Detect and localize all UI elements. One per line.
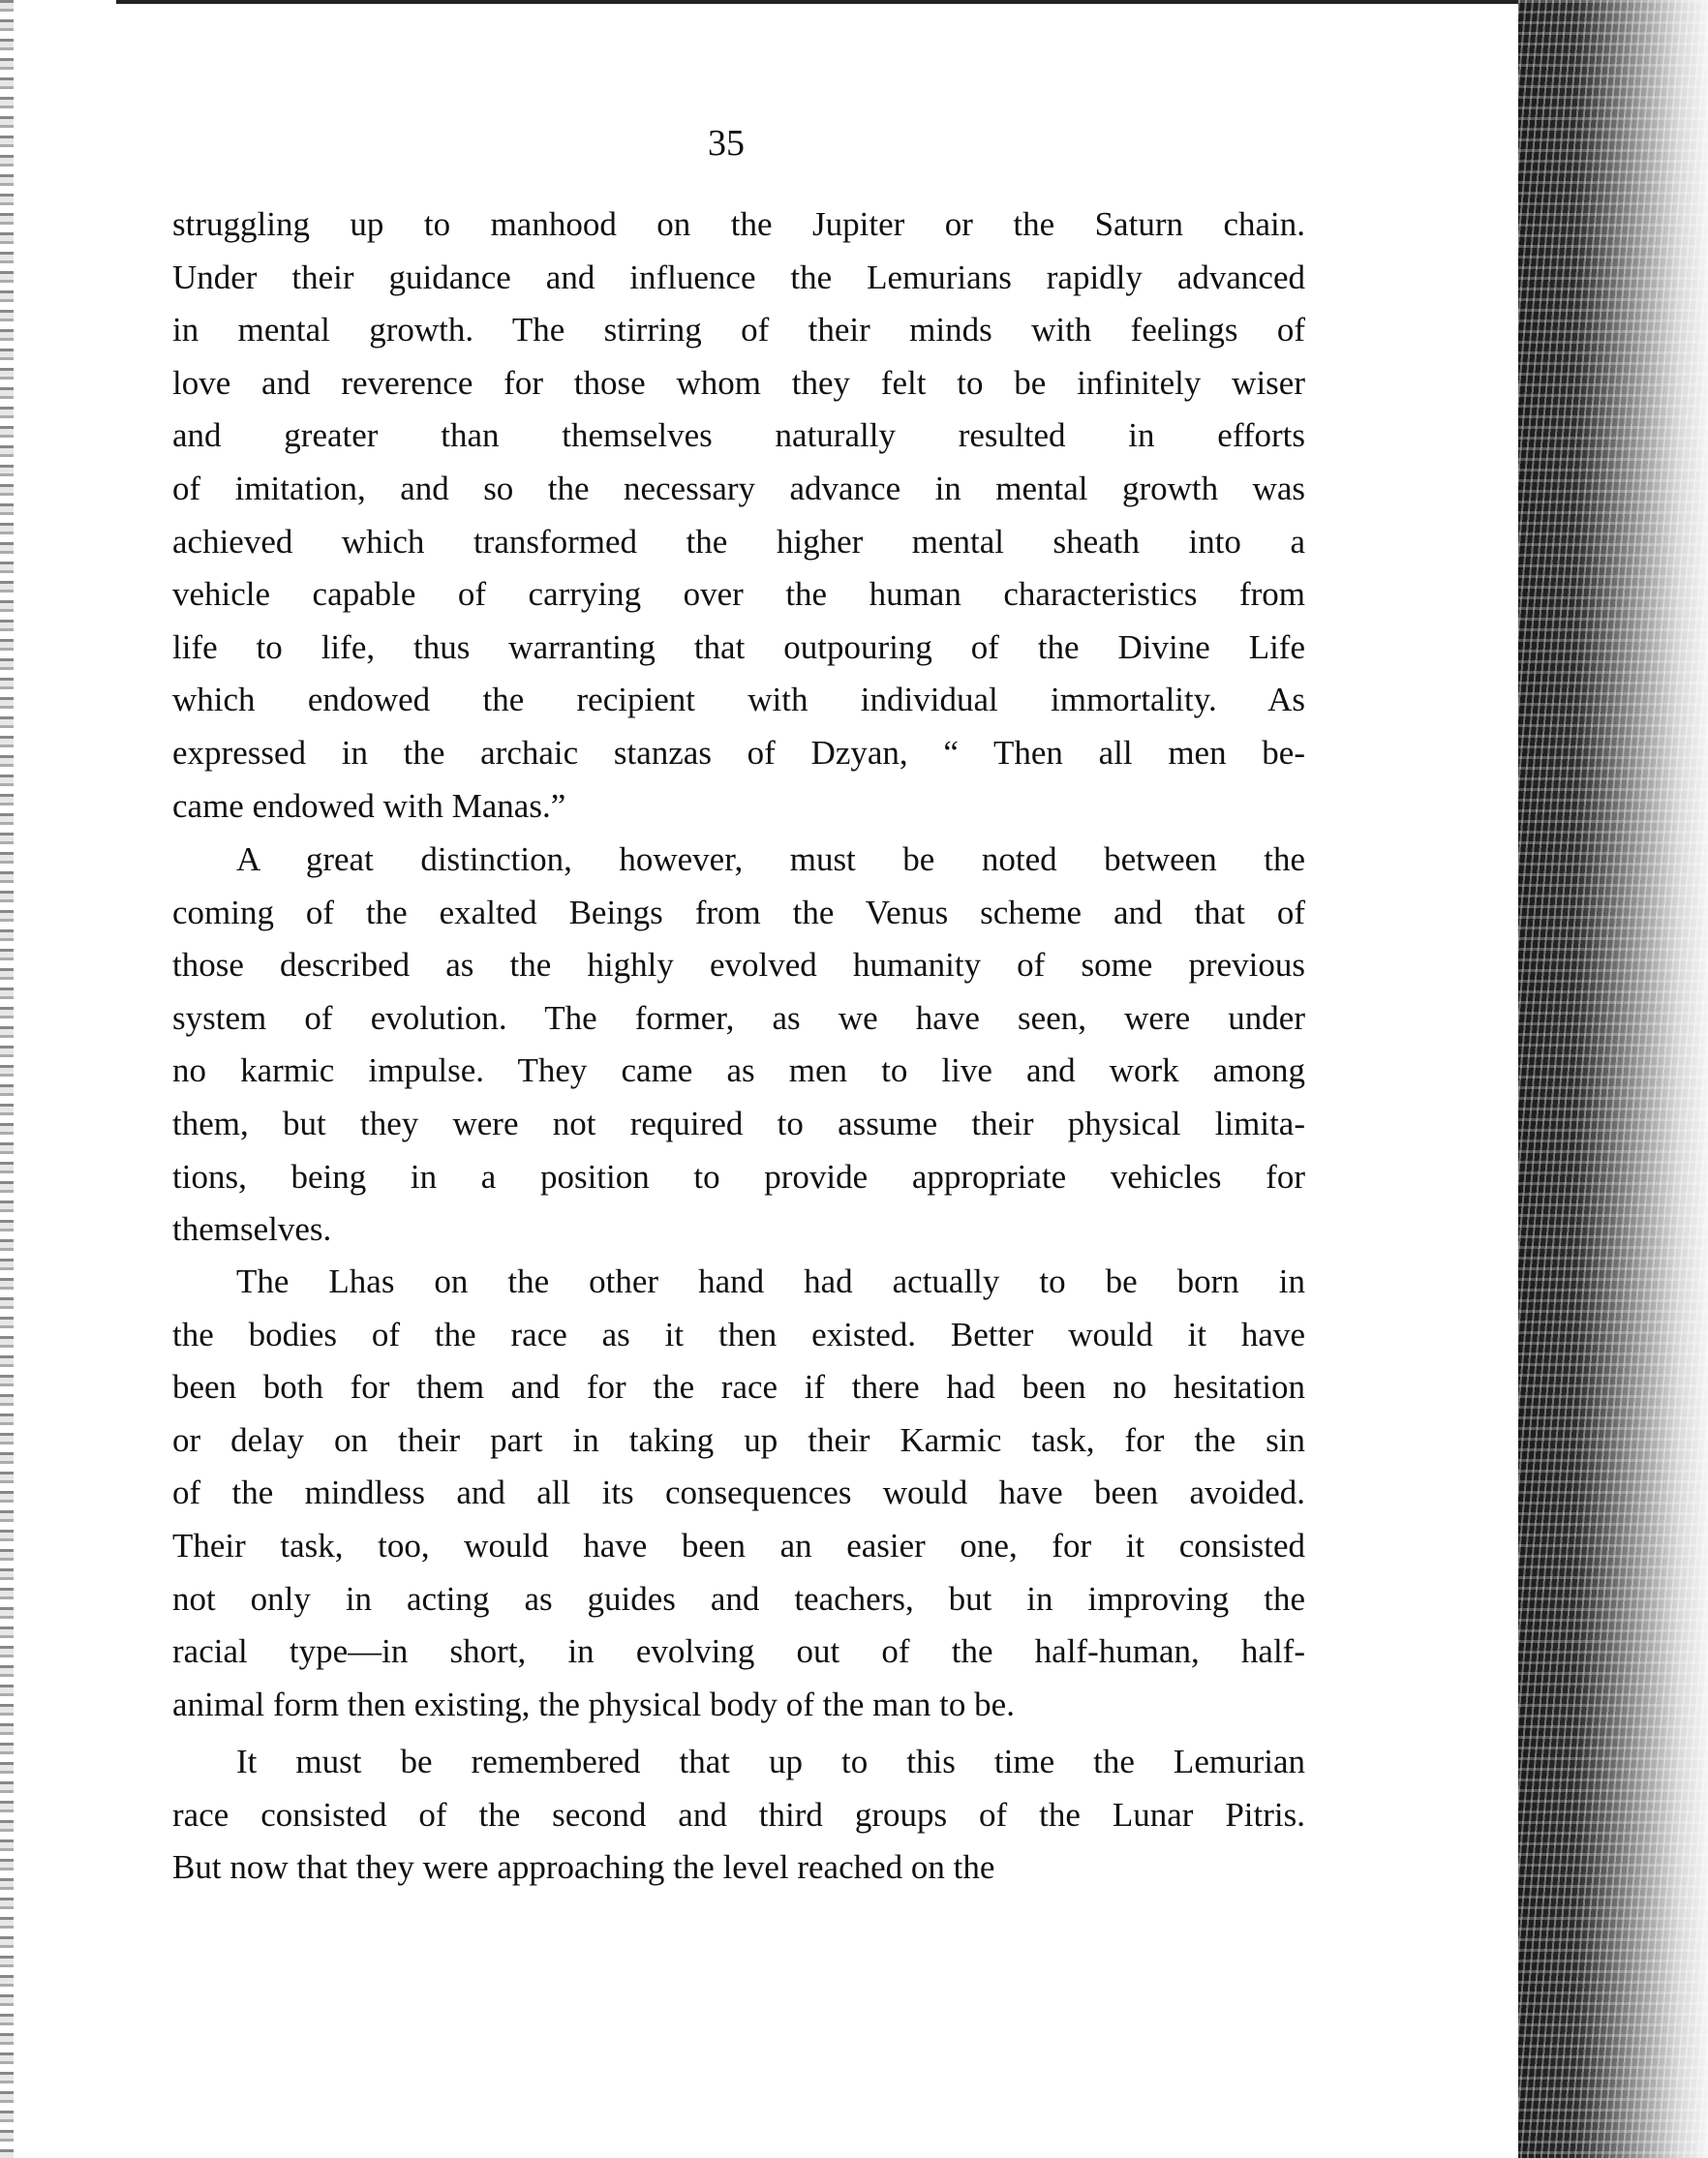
text-line: Their task, too, would have been an easier one, for it consisted (172, 1526, 1305, 1565)
text-line: struggling up to manhood on the Jupiter or the Saturn chain. (172, 205, 1305, 243)
paragraph (172, 1256, 1305, 1731)
scan-left-edge (0, 0, 14, 2158)
text-line: or delay on their part in taking up their Karmic task, for the sin (172, 1420, 1305, 1459)
text-line: race consisted of the second and third groups of the Lunar Pitris. (172, 1795, 1305, 1834)
text-line: achieved which transformed the higher mental sheath into a (172, 522, 1305, 561)
text-line: of the mindless and all its consequences would have been avoided. (172, 1474, 1305, 1512)
text-line: which endowed the recipient with individual immortality. As (172, 681, 1305, 719)
text-line: not only in acting as guides and teachers, but in improving the (172, 1579, 1305, 1618)
text-line: expressed in the archaic stanzas of Dzyan, “ Then all men be- (172, 733, 1305, 772)
text-line: animal form then existing, the physical body of the man to be. (172, 1685, 1015, 1723)
text-line: vehicle capable of carrying over the human characteristics from (172, 575, 1305, 614)
text-line: racial type—in short, in evolving out of the half-human, half- (172, 1632, 1305, 1671)
text-line: A great distinction, however, must be noted between the (236, 840, 1305, 878)
paragraph (172, 1736, 1305, 1895)
text-line: The Lhas on the other hand had actually to be born in (236, 1262, 1305, 1300)
text-line: love and reverence for those whom they felt to be infinitely wiser (172, 363, 1305, 402)
text-line: them, but they were not required to assume their physical limita- (172, 1104, 1305, 1142)
text-line: those described as the highly evolved humanity of some previous (172, 946, 1305, 985)
text-line: system of evolution. The former, as we have seen, were under (172, 998, 1305, 1037)
page-number: 35 (708, 123, 745, 164)
text-line: no karmic impulse. They came as men to live and work among (172, 1051, 1305, 1090)
scan-top-edge (116, 0, 1530, 4)
paragraph (172, 834, 1305, 1257)
text-line: It must be remembered that up to this time the Lemurian (236, 1743, 1305, 1780)
text-line: themselves. (172, 1210, 332, 1249)
text-line: in mental growth. The stirring of their minds with feelings of (172, 311, 1305, 350)
text-line: been both for them and for the race if there had been no hesitation (172, 1368, 1305, 1407)
text-line: life to life, thus warranting that outpouring of the Divine Life (172, 627, 1305, 666)
scan-right-edge (1518, 0, 1708, 2158)
text-line: But now that they were approaching the level reached on the (172, 1848, 995, 1887)
text-line: Under their guidance and influence the Lemurians rapidly advanced (172, 258, 1305, 296)
paragraph (172, 198, 1305, 833)
text-line: came endowed with Manas.” (172, 786, 566, 825)
text-line: coming of the exalted Beings from the Venus scheme and that of (172, 893, 1305, 931)
text-line: and greater than themselves naturally resulted in efforts (172, 416, 1305, 455)
text-line: of imitation, and so the necessary advance in mental growth was (172, 469, 1305, 507)
text-line: tions, being in a position to provide appropriate vehicles for (172, 1157, 1305, 1196)
text-line: the bodies of the race as it then existed. Better would it have (172, 1315, 1305, 1353)
